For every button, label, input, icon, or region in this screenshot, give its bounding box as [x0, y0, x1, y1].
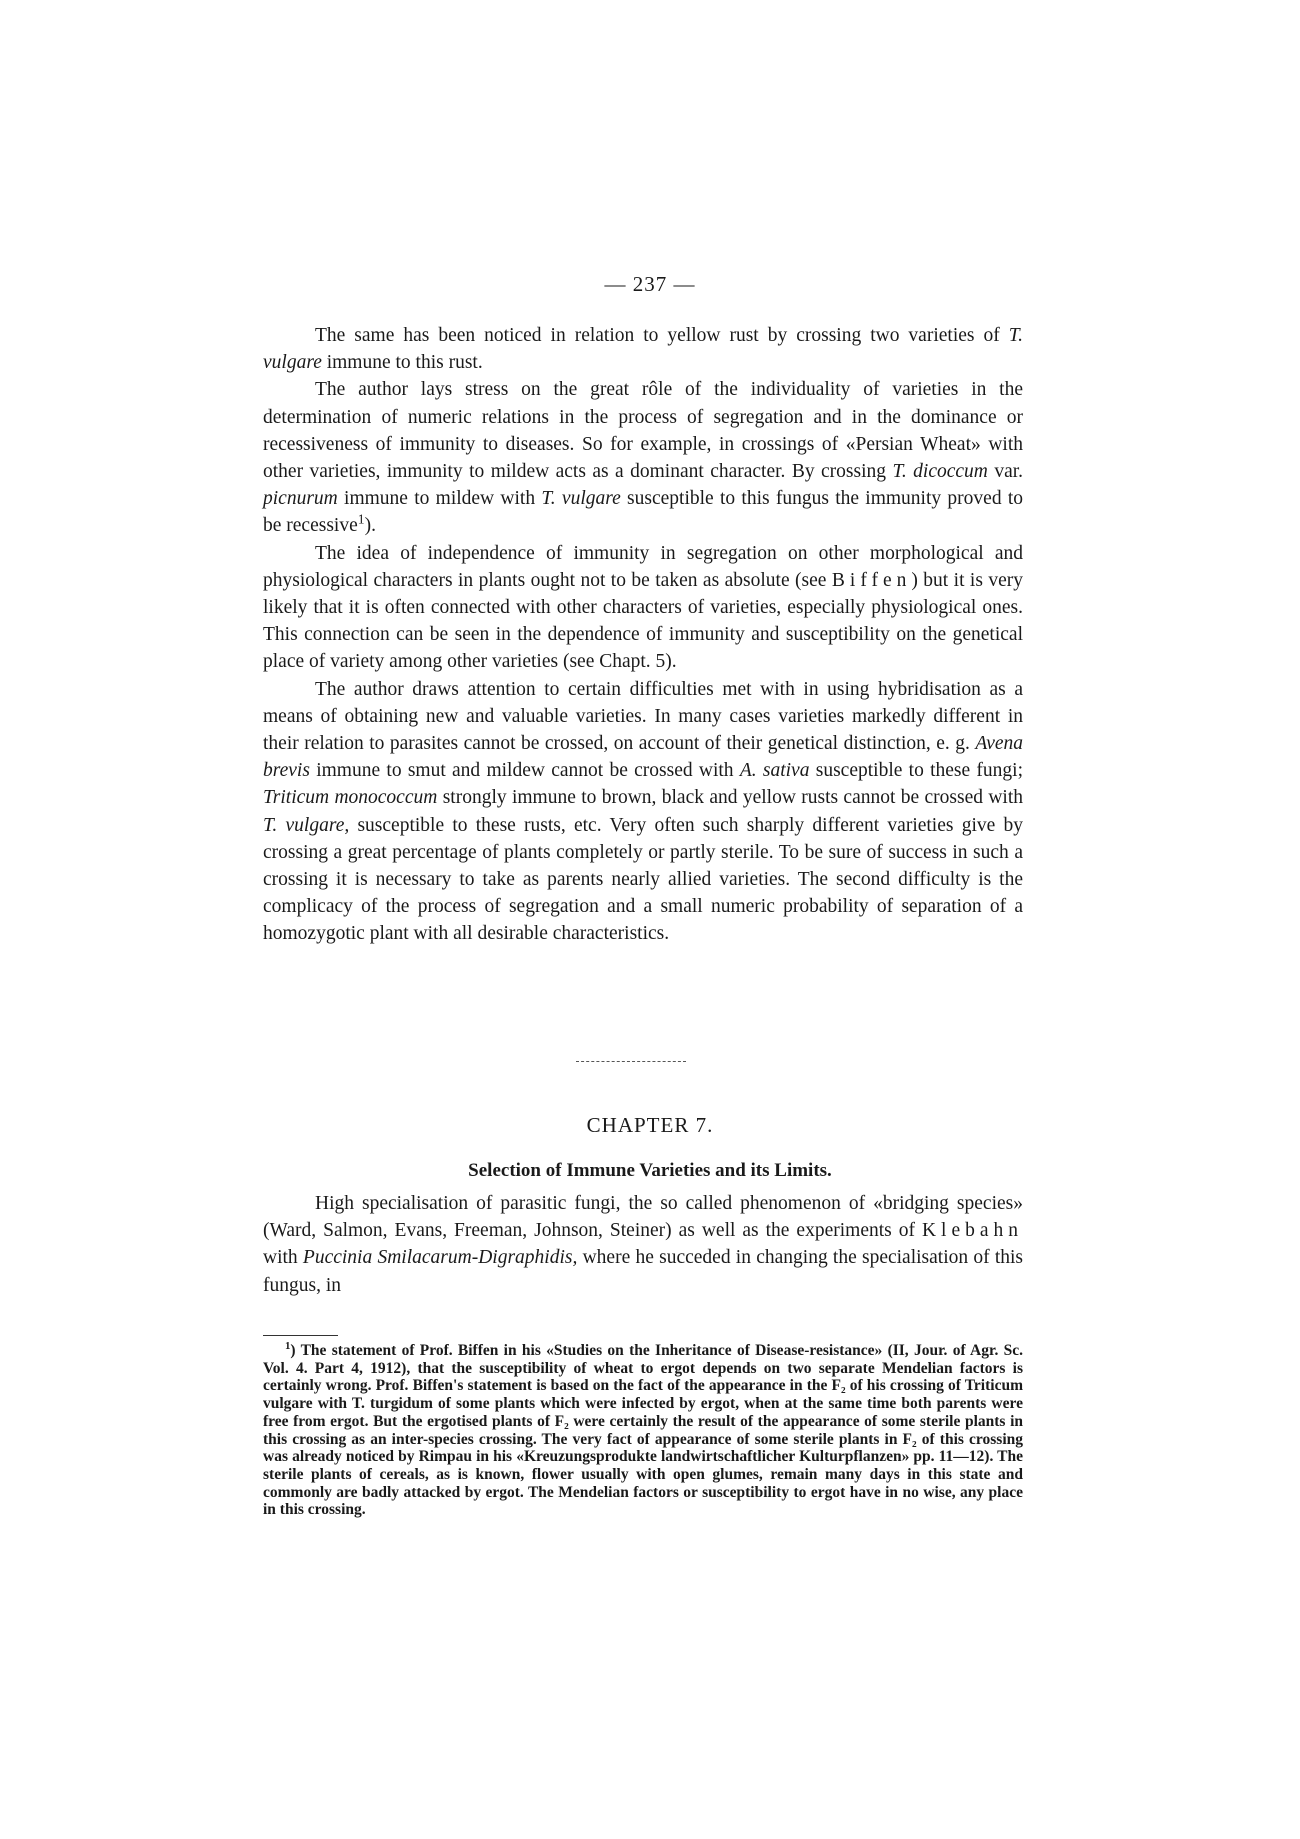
author-name-biffen: Biffen — [831, 569, 912, 591]
page-number: — 237 — — [604, 272, 696, 296]
chapter-text — [263, 1190, 1023, 1299]
footnote-rule — [263, 1335, 338, 1336]
footnote — [263, 1339, 1023, 1519]
footnote-marker: 1 — [285, 1339, 291, 1352]
main-text — [263, 322, 1023, 948]
footnote-reference: 1 — [357, 511, 365, 527]
author-name-klebahn: Klebahn — [921, 1220, 1024, 1242]
footnote-text: $^1$) The statement of Prof. Biffen in his «Studies on the Inheritance of Disease-resistance» (II, Jour. of Agr. Sc. Vol. 4. Part 4, 1912), that the susceptibility of wheat to ergot depends on two separate Mendelian factors is certainly wrong. Prof. Biffen's statement is based on the fact of the appearance in the F₂ of his crossing of Triticum vulgare with T. turgidum of some plants which were infected by ergot, when at the same time both parents were free from ergot. But the ergotised plants of F₂ were certainly the result of the appearance of some sterile plants in this crossing as an inter-species crossing. The very fact of appearance of some sterile plants in F₂ of this crossing was already noticed by Rimpau in his «Kreuzungsprodukte landwirtschaftlicher Kulturpflanzen» pp. 11—12). The sterile plants of cereals, as is known, flower usually with open glumes, remain many days in this state and commonly are badly attacked by ergot. The Mendelian factors or susceptibility to ergot have in no wise, any place in this crossing. — [263, 1339, 1023, 1519]
paragraph-1: The same has been noticed in relation to yellow rust by crossing two varieties of T. vulgare immune to this rust. — [263, 325, 1023, 374]
chapter-paragraph-1: High specialisation of parasitic fungi, the so called phenomenon of «bridging species» (Ward, Salmon, Evans, Freeman, Johnson, Steiner) as well as the experiments of Klebahn with Puccinia Smilacarum-Digraphidis, where he succeded in changing the specialisation of this fungus, in — [263, 1193, 1024, 1296]
paragraph-2: The author lays stress on the great rôle of the individuality of varieties in the determination of numeric relations in the process of segregation and in the dominance or recessiveness of immunity to diseases. So for example, in crossings of «Persian Wheat» with other varieties, immunity to mildew acts as a dominant character. By crossing T. dicoccum var. picnurum immune to mildew with T. vulgare susceptible to this fungus the immunity proved to be recessive$^1$). — [263, 379, 1024, 537]
chapter-number: CHAPTER 7. — [586, 1113, 714, 1137]
paragraph-4: The author draws attention to certain difficulties met with in using hybridisation as a means of obtaining new and valuable varieties. In many cases varieties markedly different in their relation to parasites cannot be crossed, on account of their genetical distinction, e. g. Avena brevis immune to smut and mildew cannot be crossed with A. sativa susceptible to these fungi; Triticum monococcum strongly immune to brown, black and yellow rusts cannot be crossed with T. vulgare, susceptible to these rusts, etc. Very often such sharply different varieties give by crossing a great percentage of plants completely or partly sterile. To be sure of success in such a crossing it is necessary to take as parents nearly allied varieties. The second difficulty is the complicacy of the process of segregation and a small numeric probability of separation of a homozygotic plant with all desirable characteristics. — [263, 678, 1024, 945]
section-separator — [576, 1061, 686, 1062]
paragraph-3: The idea of independence of immunity in segregation on other morphological and physiological characters in plants ought not to be taken as absolute (see Biffen) but it is very likely that it is often connected with other characters of varieties, especially physiological ones. This connection can be seen in the dependence of immunity and susceptibility on the genetical place of variety among other varieties (see Chapt. 5). — [263, 542, 1024, 673]
chapter-title: Selection of Immune Varieties and its Limits. — [468, 1160, 832, 1181]
